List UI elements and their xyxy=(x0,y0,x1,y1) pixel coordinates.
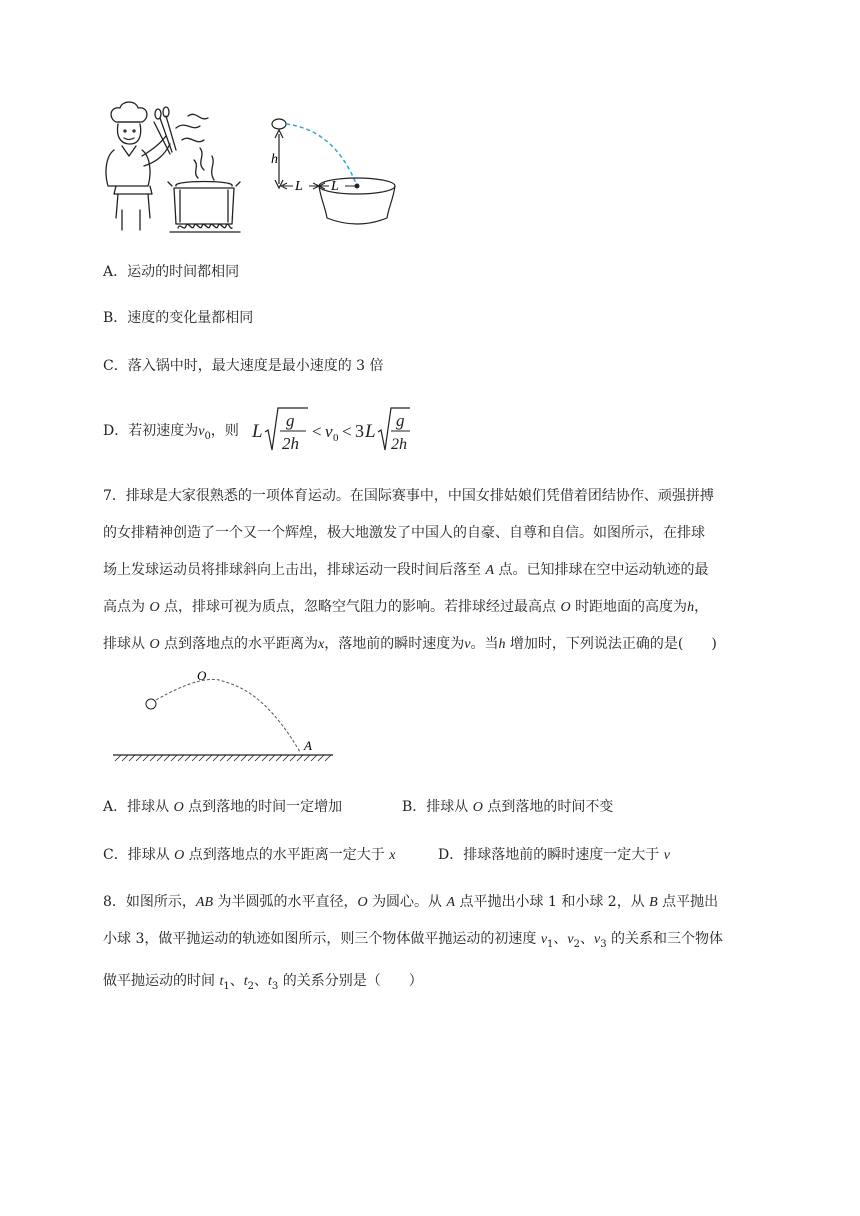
parabola-path xyxy=(286,124,357,186)
label-h: h xyxy=(271,152,278,167)
q6-option-d: D．若初速度为$v_0$，则 xyxy=(103,423,239,442)
volleyball xyxy=(146,699,156,709)
svg-text:0: 0 xyxy=(333,432,339,444)
svg-text:2h: 2h xyxy=(391,436,407,453)
q6-formula xyxy=(250,402,410,458)
q7-option-c: C．排球从 O 点到落地点的水平距离一定大于 x xyxy=(103,847,396,863)
volleyball-path xyxy=(156,679,300,752)
q6-option-a: A．运动的时间都相同 xyxy=(103,264,240,280)
landing-point xyxy=(355,184,360,189)
label-L1: L xyxy=(295,179,303,194)
q6-option-b: B．速度的变化量都相同 xyxy=(103,310,254,326)
volleyball-figure xyxy=(105,662,340,772)
label-A: A xyxy=(304,738,312,753)
svg-text:<: < xyxy=(312,422,322,441)
q7-option-a: A．排球从 O 点到落地的时间一定增加 xyxy=(103,799,343,815)
svg-text:<: < xyxy=(342,422,352,441)
svg-text:3: 3 xyxy=(355,421,364,441)
svg-text:2h: 2h xyxy=(282,434,299,453)
q7-stem: 7．排球是大家很熟悉的一项体育运动。在国际赛事中，中国女排姑娘们凭借着团结协作、顽强拼搏 的女排精神创造了一个又一个辉煌，极大地激发了中国人的自豪、自尊和自信。如图所示，在排球 场上发球运动员将排球斜向上击出，排球运动一段时间后落至 A 点。已知排球在空中运动轨迹的最 高点为 O 点，排球可视为质点，忽略空气阻力的影响。若排球经过最高点 O 时距地面的高度为h， 排球从 O 点到落地点的水平距离为x，落地前的瞬时速度为v。当h 增加时，下列说法正确的是( ) xyxy=(103,488,717,652)
q7-option-b: B．排球从 O 点到落地的时间不变 xyxy=(402,799,614,815)
start-ball xyxy=(272,119,286,129)
label-L2: L xyxy=(331,179,339,194)
svg-text:v: v xyxy=(325,422,333,441)
trajectory-figure xyxy=(265,110,415,240)
svg-text:g: g xyxy=(286,411,295,430)
q7-option-d: D．排球落地前的瞬时速度一定大于 v xyxy=(438,847,670,863)
svg-text:L: L xyxy=(252,421,263,442)
q8-stem: 8．如图所示，AB 为半圆弧的水平直径，O 为圆心。从 A 点平抛出小球 1 和小球 2，从 B 点平抛出 小球 3，做平抛运动的轨迹如图所示，则三个物体做平抛运动的初速度 $v_1$、$v_2$、$v_3$ 的关系和三个物体 做平抛运动的时间 $t_1$、$t_2$、$t_3$ 的关系分别是（ ） xyxy=(103,894,724,992)
q6-option-c: C．落入锅中时，最大速度是最小速度的 3 倍 xyxy=(103,358,384,374)
svg-text:L: L xyxy=(365,421,376,442)
svg-text:g: g xyxy=(396,411,405,430)
label-O: O xyxy=(197,668,207,683)
chef-illustration xyxy=(100,100,245,240)
